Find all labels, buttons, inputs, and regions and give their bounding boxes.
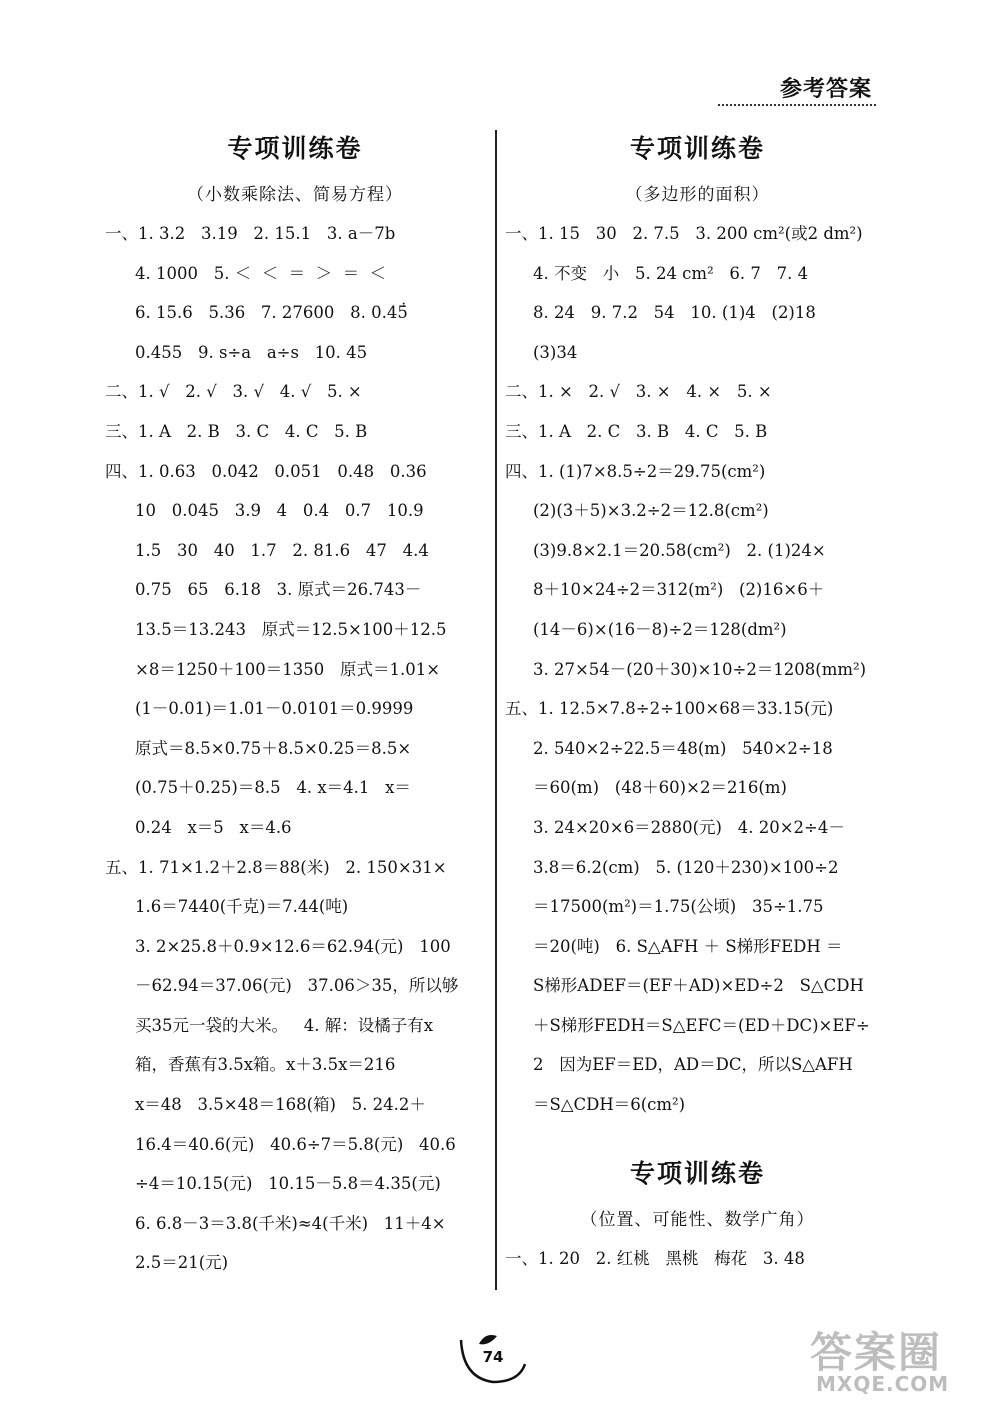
- answer-line: x＝48 3.5×48＝168(箱) 5. 24.2＋: [135, 1095, 426, 1115]
- answer-line: (3)9.8×2.1＝20.58(cm²) 2. (1)24×: [533, 540, 826, 560]
- answer-line: 3. 27×54－(20＋30)×10÷2＝1208(mm²): [533, 659, 867, 679]
- answer-line: 五、1. 71×1.2＋2.8＝88(米) 2. 150×31×: [105, 857, 447, 877]
- section-title: 专项训练卷: [629, 134, 765, 163]
- header-title: 参考答案: [780, 77, 873, 102]
- answer-line: 1.5 30 40 1.7 2. 81.6 47 4.4: [135, 540, 429, 560]
- answer-line: 五、1. 12.5×7.8÷2÷100×68＝33.15(元): [505, 699, 834, 719]
- answer-line: ＝60(m) (48＋60)×2＝216(m): [533, 778, 787, 798]
- answer-line: －62.94＝37.06(元) 37.06＞35，所以够: [135, 976, 459, 996]
- answer-line: 四、1. (1)7×8.5÷2＝29.75(cm²): [505, 461, 766, 481]
- answer-line: (0.75＋0.25)＝8.5 4. x＝4.1 x＝: [135, 778, 411, 798]
- answer-line: 4. 不变 小 5. 24 cm² 6. 7 7. 4: [533, 263, 809, 283]
- answer-line: 四、1. 0.63 0.042 0.051 0.48 0.36: [105, 461, 427, 481]
- answer-line: (3)34: [533, 342, 578, 362]
- answer-line: ÷4＝10.15(元) 10.15－5.8＝4.35(元): [135, 1174, 441, 1194]
- left-column: [105, 128, 485, 1283]
- answer-line: 箱，香蕉有3.5x箱。x＋3.5x＝216: [135, 1055, 396, 1075]
- answer-line: 3.8＝6.2(cm) 5. (120＋230)×100÷2: [533, 857, 839, 877]
- right-column: [505, 128, 890, 1278]
- answer-line: 1.6＝7440(千克)＝7.44(吨): [135, 897, 349, 917]
- section-subtitle: （小数乘除法、简易方程）: [187, 185, 403, 205]
- answer-line: 8＋10×24÷2＝312(m²) (2)16×6＋: [533, 580, 825, 600]
- answer-line: 2 因为EF＝ED，AD＝DC，所以S△AFH: [533, 1055, 853, 1075]
- answer-lines: [105, 214, 485, 1283]
- answer-line: 2. 540×2÷22.5＝48(m) 540×2÷18: [533, 738, 833, 758]
- answer-line: 二、1. × 2. √ 3. × 4. × 5. ×: [505, 382, 772, 402]
- watermark-url: MXQE.COM: [816, 1372, 950, 1396]
- section-subtitle: （位置、可能性、数学广角）: [580, 1209, 815, 1230]
- answer-line: 4. 1000 5. ＜ ＜ ＝ ＞ ＝ ＜: [135, 263, 387, 283]
- answer-line: (1－0.01)＝1.01－0.0101＝0.9999: [135, 699, 414, 719]
- column-divider: [495, 130, 497, 1290]
- answer-line: 8. 24 9. 7.2 54 10. (1)4 (2)18: [533, 303, 816, 323]
- page-number: 74: [482, 1348, 504, 1366]
- answer-line: 6. 6.8－3＝3.8(千米)≈4(千米) 11＋4×: [135, 1213, 446, 1233]
- answer-line: S梯形ADEF＝(EF＋AD)×ED÷2 S△CDH: [533, 976, 864, 996]
- answer-line: 0.24 x＝5 x＝4.6: [135, 817, 292, 837]
- answer-lines: [505, 1239, 890, 1279]
- answer-line: 3. 24×20×6＝2880(元) 4. 20×2÷4－: [533, 817, 845, 837]
- answer-line: 原式＝8.5×0.75＋8.5×0.25＝8.5×: [135, 738, 412, 758]
- answer-line: 三、1. A 2. B 3. C 4. C 5. B: [105, 421, 368, 441]
- answer-line: 买35元一袋的大米。 4. 解：设橘子有x: [135, 1015, 434, 1035]
- answer-line: ＋S梯形FEDH＝S△EFC＝(ED＋DC)×EF÷: [533, 1015, 870, 1035]
- answer-line: ＝17500(m²)＝1.75(公顷) 35÷1.75: [533, 897, 824, 917]
- answer-line: 二、1. √ 2. √ 3. √ 4. √ 5. ×: [105, 382, 362, 402]
- answer-line: 三、1. A 2. C 3. B 4. C 5. B: [505, 421, 768, 441]
- watermark-logo: [810, 1320, 985, 1400]
- answer-line: (2)(3＋5)×3.2÷2＝12.8(cm²): [533, 501, 769, 521]
- answer-line: 一、1. 15 30 2. 7.5 3. 200 cm²(或2 dm²): [505, 224, 863, 243]
- section-title: 专项训练卷: [227, 134, 363, 163]
- answer-line: 6. 15.6 5.36 7. 27600 8. 0.45̇̇: [135, 303, 408, 323]
- answer-line: 10 0.045 3.9 4 0.4 0.7 10.9: [135, 501, 424, 521]
- answer-line: 2.5＝21(元): [135, 1253, 229, 1273]
- answer-line: 0.75 65 6.18 3. 原式＝26.743－: [135, 580, 422, 600]
- answer-line: 16.4＝40.6(元) 40.6÷7＝5.8(元) 40.6: [135, 1134, 456, 1154]
- header-dotted-rule: [718, 104, 876, 106]
- answer-line: (14－6)×(16－8)÷2＝128(dm²): [533, 619, 787, 639]
- section-title: 专项训练卷: [629, 1158, 765, 1188]
- answer-line: 一、1. 20 2. 红桃 黑桃 梅花 3. 48: [505, 1248, 805, 1268]
- watermark-text: 答案圈: [810, 1328, 943, 1377]
- answer-line: ＝S△CDH＝6(cm²): [533, 1095, 686, 1115]
- answer-line: 一、1. 3.2 3.19 2. 15.1 3. a－7b: [105, 224, 396, 243]
- answer-line: ＝20(吨) 6. S△AFH ＋ S梯形FEDH ＝: [533, 936, 843, 956]
- answer-line: 0.455 9. s÷a a÷s 10. 45: [135, 342, 368, 362]
- section-subtitle: （多边形的面积）: [625, 185, 770, 205]
- page-number-badge: [453, 1330, 533, 1390]
- answer-line: 3. 2×25.8＋0.9×12.6＝62.94(元) 100: [135, 936, 451, 956]
- answer-line: ×8＝1250＋100＝1350 原式＝1.01×: [135, 659, 441, 679]
- answer-line: 13.5＝13.243 原式＝12.5×100＋12.5: [135, 619, 447, 639]
- answer-lines: [505, 214, 890, 1125]
